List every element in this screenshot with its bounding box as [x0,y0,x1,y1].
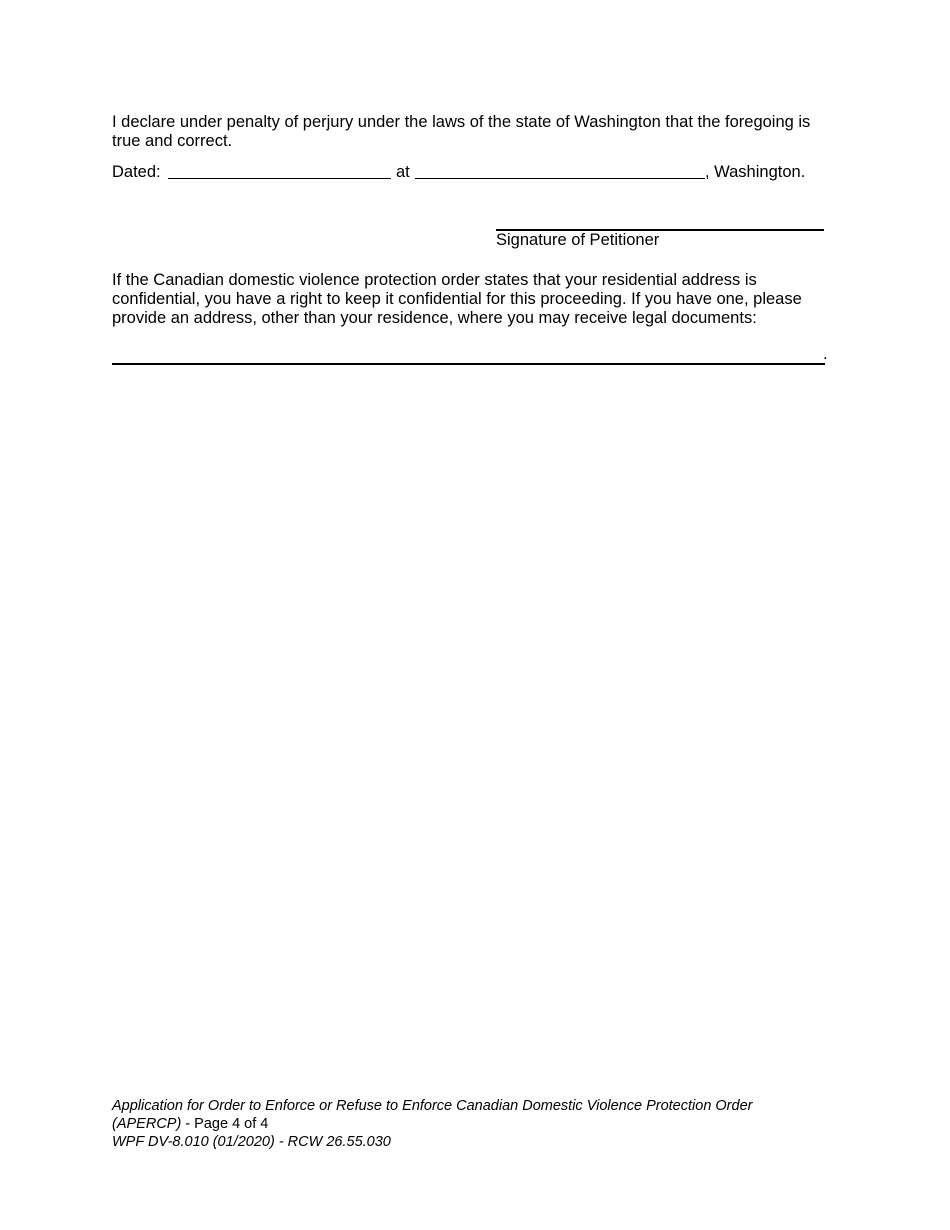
place-blank-field[interactable] [415,178,705,179]
footer-page-info: - Page 4 of 4 [181,1116,269,1132]
form-footer [112,1097,852,1151]
confidential-address-note: If the Canadian domestic violence protection order states that your residential address is confidential, you have a right to keep it confidential for this proceeding. If you have one, please provide an address, other than your residence, where you may receive legal documents: [112,271,802,327]
perjury-declaration: I declare under penalty of perjury under the laws of the state of Washington that the foregoing is true and correct. [112,113,811,150]
footer-abbrev: (APERCP) [112,1116,182,1132]
dated-label: Dated: [112,163,161,181]
footer-title: Application for Order to Enforce or Refuse to Enforce Canadian Domestic Violence Protection Order [112,1098,753,1114]
alternate-address-line[interactable] [112,363,825,365]
signature-label: Signature of Petitioner [496,231,660,249]
at-label: at [396,163,410,181]
washington-suffix: , Washington. [705,163,806,181]
date-blank-field[interactable] [168,178,391,179]
dated-row [112,163,832,183]
footer-page-line [112,1115,852,1133]
footer-form-id: WPF DV-8.010 (01/2020) - RCW 26.55.030 [112,1134,391,1150]
address-end-period: . [823,345,828,363]
